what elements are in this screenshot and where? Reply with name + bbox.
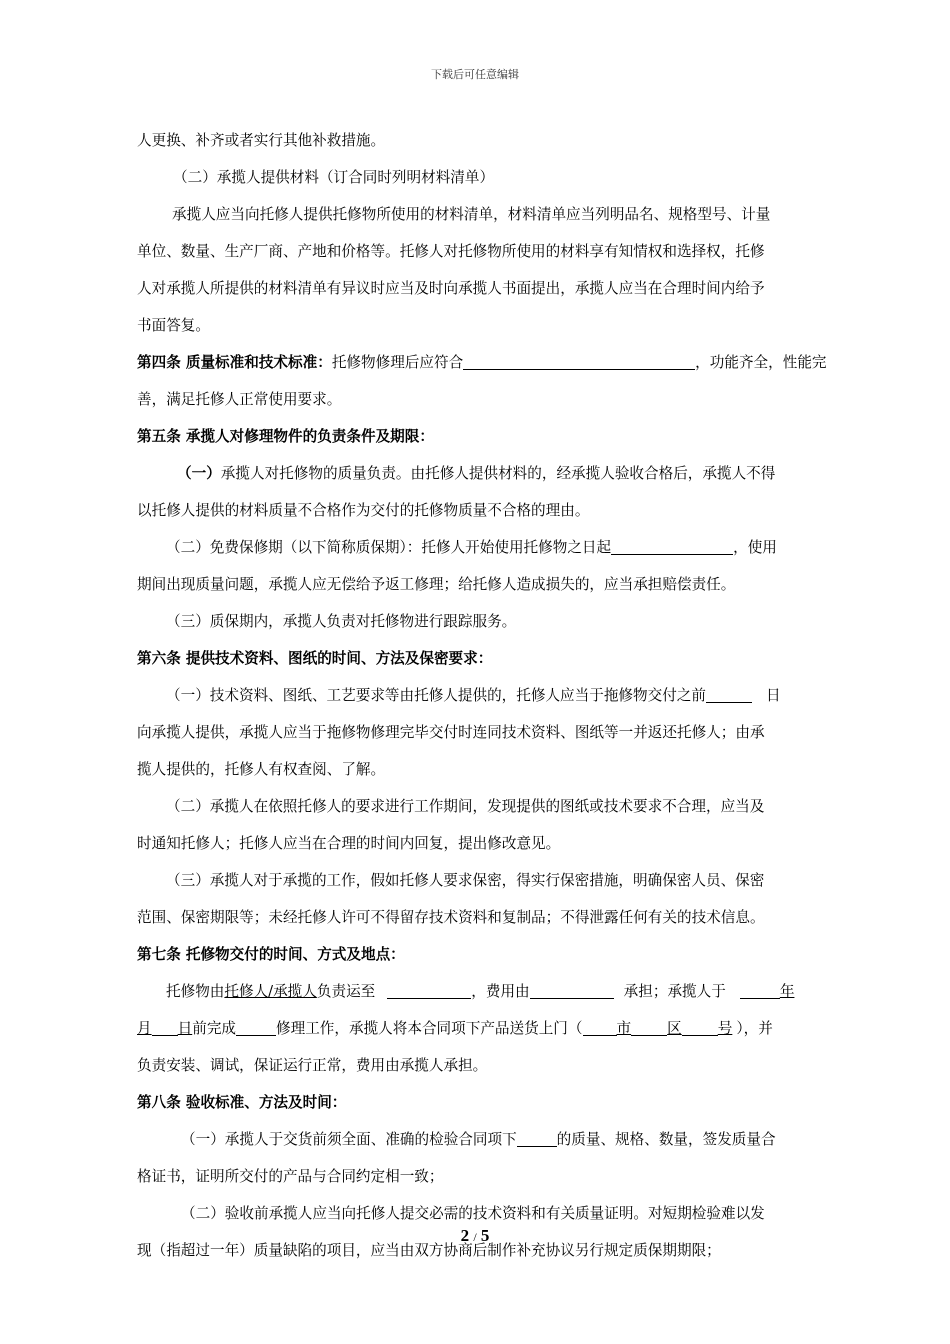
paragraph-line: （三）承揽人对于承揽的工作，假如托修人要求保密，得实行保密措施，明确保密人员、保密 [166, 872, 765, 889]
article-4-line [137, 344, 859, 381]
delivery-line [137, 1010, 859, 1047]
inspection-text: （一）承揽人于交货前须全面、准确的检验合同项下 [181, 1131, 517, 1148]
blank-day[interactable] [152, 1018, 178, 1036]
paragraph-line: 承揽人应当向托修人提供托修物所使用的材料清单，材料清单应当列明品名、规格型号、计量 [172, 206, 771, 223]
number-label: 号 [717, 1020, 733, 1037]
paragraph-line [137, 529, 859, 566]
paragraph-line: 揽人提供的，托修人有权查阅、了解。 [137, 761, 386, 778]
paragraph-line: 人更换、补齐或者实行其他补救措施。 [137, 132, 386, 149]
delivery-text: ，费用由 [471, 983, 530, 1000]
paragraph-line: （二）承揽人提供材料（订合同时列明材料清单） [173, 169, 495, 186]
paragraph-line: 范围、保密期限等；未经托修人许可不得留存技术资料和复制品；不得泄露任何有关的技术信息。 [137, 909, 765, 926]
blank-year[interactable] [740, 981, 780, 999]
blank-destination[interactable] [387, 981, 471, 999]
article-4-text: 托修物修理后应符合 [331, 354, 464, 371]
article-4-text-end: ，功能齐全，性能完 [695, 354, 827, 371]
contract-body [137, 122, 859, 1269]
page-separator: / [473, 1230, 477, 1244]
paragraph-line: 善，满足托修人正常使用要求。 [137, 391, 342, 408]
article-4-title: 第四条 质量标准和技术标准： [137, 354, 332, 371]
delivery-text: 前完成 [192, 1020, 237, 1037]
delivery-text: 修理工作，承揽人将本合同项下产品送货上门（ [276, 1020, 583, 1037]
article-5-title: 第五条 承揽人对修理物件的负责条件及期限： [137, 428, 434, 445]
blank-city[interactable] [583, 1018, 617, 1036]
blank-warranty-period[interactable] [611, 537, 733, 555]
blank-quality-standard[interactable] [463, 352, 695, 370]
warranty-text-end: ，使用 [733, 539, 777, 556]
tech-doc-text: （一）技术资料、图纸、工艺要求等由托修人提供的，托修人应当于拖修物交付之前 [166, 687, 706, 704]
delivery-text: 托修物由 [166, 983, 225, 1000]
delivery-party-option[interactable]: 托修人/承揽人 [224, 983, 317, 1000]
delivery-text: 承担；承揽人于 [623, 983, 726, 1000]
paragraph-line: 现（指超过一年）质量缺陷的项目，应当由双方协商后制作补充协议另行规定质保期期限； [137, 1242, 721, 1259]
paragraph-line: 时通知托修人；托修人应当在合理的时间内回复，提出修改意见。 [137, 835, 561, 852]
article-8-title: 第八条 验收标准、方法及时间： [137, 1094, 347, 1111]
delivery-text: 负责运至 [316, 983, 376, 1000]
district-label: 区 [667, 1020, 682, 1037]
blank-contract-item[interactable] [517, 1129, 557, 1147]
page-header: 下载后可任意编辑 [431, 68, 519, 81]
article-7-title: 第七条 托修物交付的时间、方式及地点： [137, 946, 405, 963]
paragraph-line: 书面答复。 [137, 317, 210, 334]
paragraph-line: （二）承揽人在依照托修人的要求进行工作期间，发现提供的图纸或技术要求不合理，应当及 [166, 798, 765, 815]
page-number [0, 1226, 950, 1246]
paragraph-line: 向承揽人提供，承揽人应当于拖修物修理完毕交付时连同技术资料、图纸等一并返还托修人；由承 [137, 724, 765, 741]
article-6-title: 第六条 提供技术资料、图纸的时间、方法及保密要求： [137, 650, 493, 667]
blank-repair-work[interactable] [236, 1018, 276, 1036]
paragraph-line: 格证书，证明所交付的产品与合同约定相一致； [137, 1168, 444, 1185]
month-label: 月 [137, 1020, 152, 1037]
item-text: 承揽人对托修物的质量负责。由托修人提供材料的，经承揽人验收合格后，承揽人不得 [220, 465, 776, 482]
blank-days-before[interactable] [706, 685, 752, 703]
warranty-text: （二）免费保修期（以下简称质保期）：托修人开始使用托修物之日起 [166, 539, 612, 556]
paragraph-line: （二）验收前承揽人应当向托修人提交必需的技术资料和有关质量证明。对短期检验难以发 [181, 1205, 765, 1222]
city-label: 市 [616, 1020, 632, 1037]
day-label: 日 [177, 1020, 193, 1037]
paragraph-line: 单位、数量、生产厂商、产地和价格等。托修人对托修物所使用的材料享有知情权和选择权，托修 [137, 243, 765, 260]
item-label: （一） [177, 465, 221, 482]
blank-cost-bearer[interactable] [530, 981, 614, 999]
total-pages: 5 [480, 1226, 490, 1245]
blank-number[interactable] [682, 1018, 718, 1036]
paragraph-line: 人对承揽人所提供的材料清单有异议时应当及时向承揽人书面提出，承揽人应当在合理时间内给予 [137, 280, 765, 297]
tech-doc-day: 日 [765, 687, 781, 704]
year-label: 年 [779, 983, 795, 1000]
delivery-line [137, 973, 859, 1010]
paragraph-line: （三）质保期内，承揽人负责对托修物进行跟踪服务。 [166, 613, 517, 630]
delivery-text: ），并 [736, 1020, 773, 1037]
paragraph-line [137, 455, 859, 492]
paragraph-line: 负责安装、调试，保证运行正常，费用由承揽人承担。 [137, 1057, 488, 1074]
blank-district[interactable] [631, 1018, 667, 1036]
current-page: 2 [460, 1226, 470, 1245]
paragraph-line [137, 677, 859, 714]
inspection-text-end: 的质量、规格、数量，签发质量合 [556, 1131, 776, 1148]
paragraph-line [137, 1121, 859, 1158]
paragraph-line: 以托修人提供的材料质量不合格作为交付的托修物质量不合格的理由。 [137, 502, 590, 519]
paragraph-line: 期间出现质量问题，承揽人应无偿给予返工修理；给托修人造成损失的，应当承担赔偿责任。 [137, 576, 736, 593]
